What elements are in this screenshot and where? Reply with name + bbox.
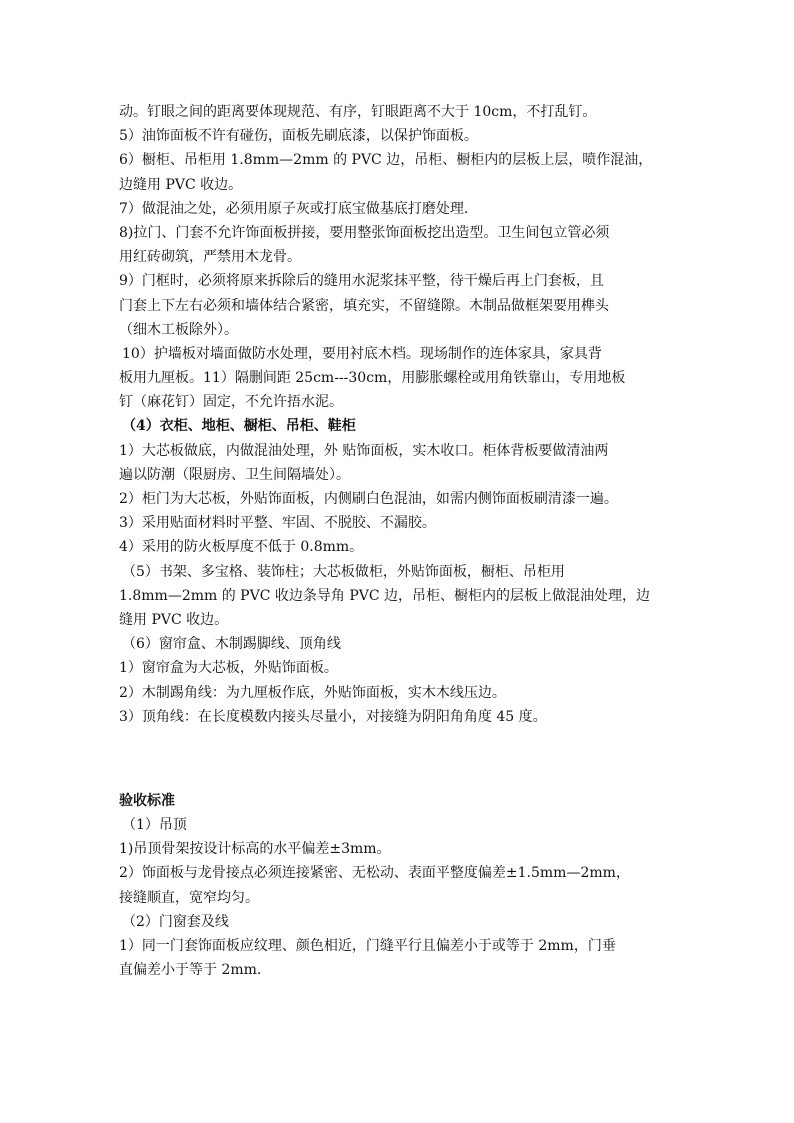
text-line: 遍以防潮（限厨房、卫生间隔墙处）。 [119,466,350,483]
text-line: 1）同一门套饰面板应纹理、颜色相近，门缝平行且偏差小于或等于 2mm，门垂 [119,938,616,954]
text-line: 板用九厘板。11）隔删间距 25cm---30cm，用膨胀螺栓或用角铁靠山，专用地板 [119,370,626,387]
text-line: 缝用 PVC 收边。 [119,611,229,628]
text-line: 8)拉门、门套不允许饰面板拼接，要用整张饰面板挖出造型。卫生间包立管必须 [119,224,610,241]
text-line: 边缝用 PVC 收边。 [119,176,243,193]
text-line: 9）门框时，必须将原来拆除后的缝用水泥浆抹平整，待干燥后再上门套板，且 [119,273,604,290]
text-line: 钉（麻花钉）固定，不允许捂水泥。 [119,394,343,411]
text-line: 10）护墙板对墙面做防水处理，要用衬底木档。现场制作的连体家具，家具背 [122,345,602,362]
text-line: （5）书架、多宝格、装饰柱；大芯板做柜，外贴饰面板，橱柜、吊柜用 [122,563,565,580]
text-line: 门套上下左右必须和墙体结合紧密，填充实，不留缝隙。木制品做框架要用榫头 [119,297,609,314]
text-line: 6）橱柜、吊柜用 1.8mm—2mm 的 PVC 边，吊柜、橱柜内的层板上层，喷作混油， [119,152,653,169]
text-line: （6）窗帘盒、木制踢脚线、顶角线 [122,636,341,653]
text-line: 4）采用的防火板厚度不低于 0.8mm。 [119,539,364,556]
text-line: 2）木制踢角线：为九厘板作底，外贴饰面板，实木木线压边。 [119,684,506,701]
text-line: 用红砖砌筑，严禁用木龙骨。 [119,249,301,266]
text-line: 1.8mm—2mm 的 PVC 收边条导角 PVC 边，吊柜、橱柜内的层板上做混油处理，边 [119,587,651,604]
text-line: （2）门窗套及线 [122,913,229,930]
paragraph-block-3 [119,813,689,982]
text-line: 1）窗帘盒为大芯板，外贴饰面板。 [119,660,338,677]
text-line: 动。钉眼之间的距离要体现规范、有序，钉眼距离不大于 10cm，不打乱钉。 [119,104,597,120]
text-line: 3）采用贴面材料时平整、牢固、不脱胶、不漏胶。 [119,515,436,532]
text-line: 1)吊顶骨架按设计标高的水平偏差±3mm。 [119,841,391,858]
text-line: （细木工板除外）。 [119,321,238,338]
paragraph-block-2 [119,439,689,729]
text-line: 接缝顺直，宽窄均匀。 [119,889,259,906]
section-title-acceptance: 验收标准 [119,792,175,809]
spacer [119,729,689,777]
text-line: 1）大芯板做底，内做混油处理，外 贴饰面板，实木收口。柜体背板要做清油两 [119,442,609,459]
subheading-wardrobe: （4）衣柜、地柜、橱柜、吊柜、鞋柜 [122,418,356,435]
text-line: 3）顶角线：在长度模数内接头尽量小，对接缝为阴阳角角度 45 度。 [119,708,547,725]
paragraph-block-1 [119,100,689,414]
text-line: 7）做混油之处，必须用原子灰或打底宝做基底打磨处理. [119,200,469,217]
text-line: 5）油饰面板不许有碰伤，面板先刷底漆，以保护饰面板。 [119,128,478,145]
document-page [119,100,689,982]
text-line: 2）柜门为大芯板，外贴饰面板，内侧刷白色混油，如需内侧饰面板刷清漆一遍。 [119,491,618,507]
text-line: 2）饰面板与龙骨接点必须连接紧密、无松动、表面平整度偏差±1.5mm—2mm， [119,865,630,882]
text-line: （1）吊顶 [122,817,187,834]
text-line: 直偏差小于等于 2mm. [119,962,262,979]
